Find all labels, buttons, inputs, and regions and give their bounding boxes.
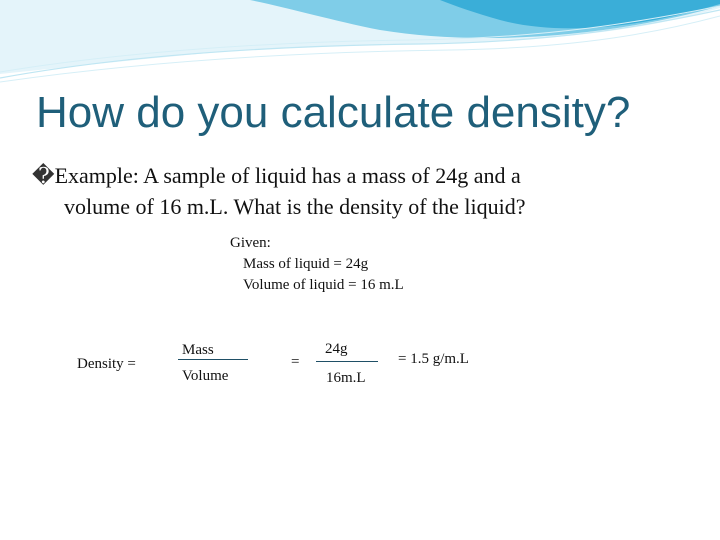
example-bullet	[32, 160, 692, 222]
value-fraction-bar	[316, 361, 378, 362]
example-text-line-1: Example: A sample of liquid has a mass of 24g and a	[54, 163, 521, 188]
decorative-wave-header	[0, 0, 720, 90]
given-volume: Volume of liquid = 16 m.L	[243, 277, 404, 293]
example-text-line-2: volume of 16 m.L. What is the density of the liquid?	[64, 194, 526, 219]
fraction-bar	[178, 359, 248, 360]
slide-title: How do you calculate density?	[36, 88, 631, 137]
value-numerator: 24g	[325, 341, 348, 357]
result-value: = 1.5 g/m.L	[398, 351, 469, 367]
fraction-denominator-volume: Volume	[182, 368, 229, 384]
value-denominator: 16m.L	[326, 370, 366, 386]
given-block	[230, 233, 404, 296]
equals-sign: =	[291, 354, 300, 370]
fraction-numerator-mass: Mass	[182, 342, 214, 358]
given-heading: Given:	[230, 235, 271, 251]
bullet-icon: �	[32, 163, 55, 188]
density-label: Density =	[77, 356, 136, 372]
given-mass: Mass of liquid = 24g	[243, 256, 369, 272]
